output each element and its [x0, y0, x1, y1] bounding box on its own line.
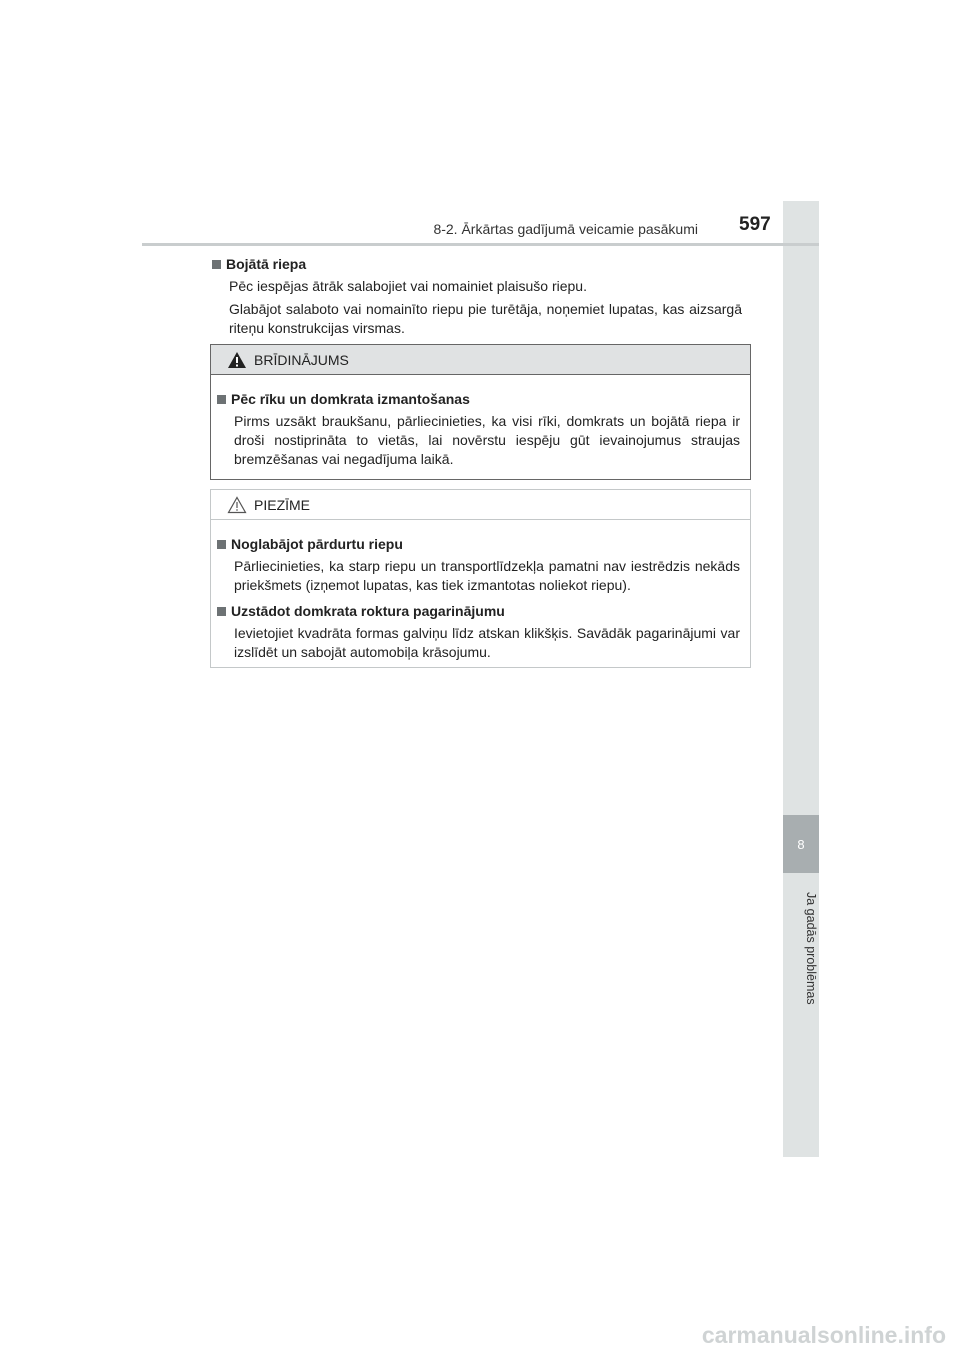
paragraph: Pēc iespējas ātrāk salabojiet vai nomainiet plaisušo riepu.	[229, 278, 587, 294]
note-text: Ievietojiet kvadrāta formas galviņu līdz atskan klikšķis. Savādāk pagarinājumi var izslīdēt un sabojāt automobiļa krāsojumu.	[234, 625, 740, 660]
chapter-number: 8	[783, 815, 819, 873]
note-box-title: PIEZĪME	[254, 496, 311, 513]
warning-text: Pirms uzsākt braukšanu, pārliecinieties, ka visi rīki, domkrats un bojātā riepa ir droši nostiprināta to vietās, lai novērstu iespēju gūt ievainojumus straujas bremzēšanas vai negadījuma laikā.	[234, 413, 740, 467]
chapter-title: Ja gadās problēmas	[804, 891, 818, 1005]
note-text: Pārliecinieties, ka starp riepu un transportlīdzekļa pamatni nav iestrēdzis nekāds priekšmets (izņemot lupatas, kas tiek izmantotas noliekot riepu).	[234, 558, 740, 593]
warning-box	[210, 344, 751, 480]
chapter-side-tab	[783, 201, 819, 1157]
note-box-body	[211, 520, 750, 662]
warning-triangle-icon	[227, 351, 247, 369]
paragraph: Glabājot salaboto vai nomainīto riepu pie turētāja, noņemiet lupatas, kas aizsargā riteņu konstrukcijas virsmas.	[229, 301, 742, 336]
square-bullet-icon	[212, 260, 221, 269]
note-heading	[217, 535, 740, 554]
warning-box-body	[211, 375, 750, 469]
warning-box-header	[211, 345, 750, 375]
note-box	[210, 489, 751, 668]
note-heading	[217, 602, 740, 621]
note-box-header	[211, 490, 750, 520]
warning-heading-text: Pēc rīku un domkrata izmantošanas	[231, 391, 470, 407]
header-rule	[142, 243, 819, 246]
warning-heading	[217, 390, 740, 409]
main-section	[212, 255, 742, 338]
section-title: 8-2. Ārkārtas gadījumā veicamie pasākumi	[433, 221, 698, 237]
square-bullet-icon	[217, 540, 226, 549]
caution-triangle-outline-icon	[227, 496, 247, 514]
note-heading-text: Uzstādot domkrata roktura pagarinājumu	[231, 603, 505, 619]
square-bullet-icon	[217, 395, 226, 404]
warning-box-title: BRĪDINĀJUMS	[254, 351, 349, 368]
note-heading-text: Noglabājot pārdurtu riepu	[231, 536, 403, 552]
section-heading	[212, 255, 742, 274]
square-bullet-icon	[217, 607, 226, 616]
section-heading-text: Bojātā riepa	[226, 256, 307, 272]
page-number: 597	[739, 214, 771, 235]
watermark: carmanualsonline.info	[701, 1322, 946, 1348]
